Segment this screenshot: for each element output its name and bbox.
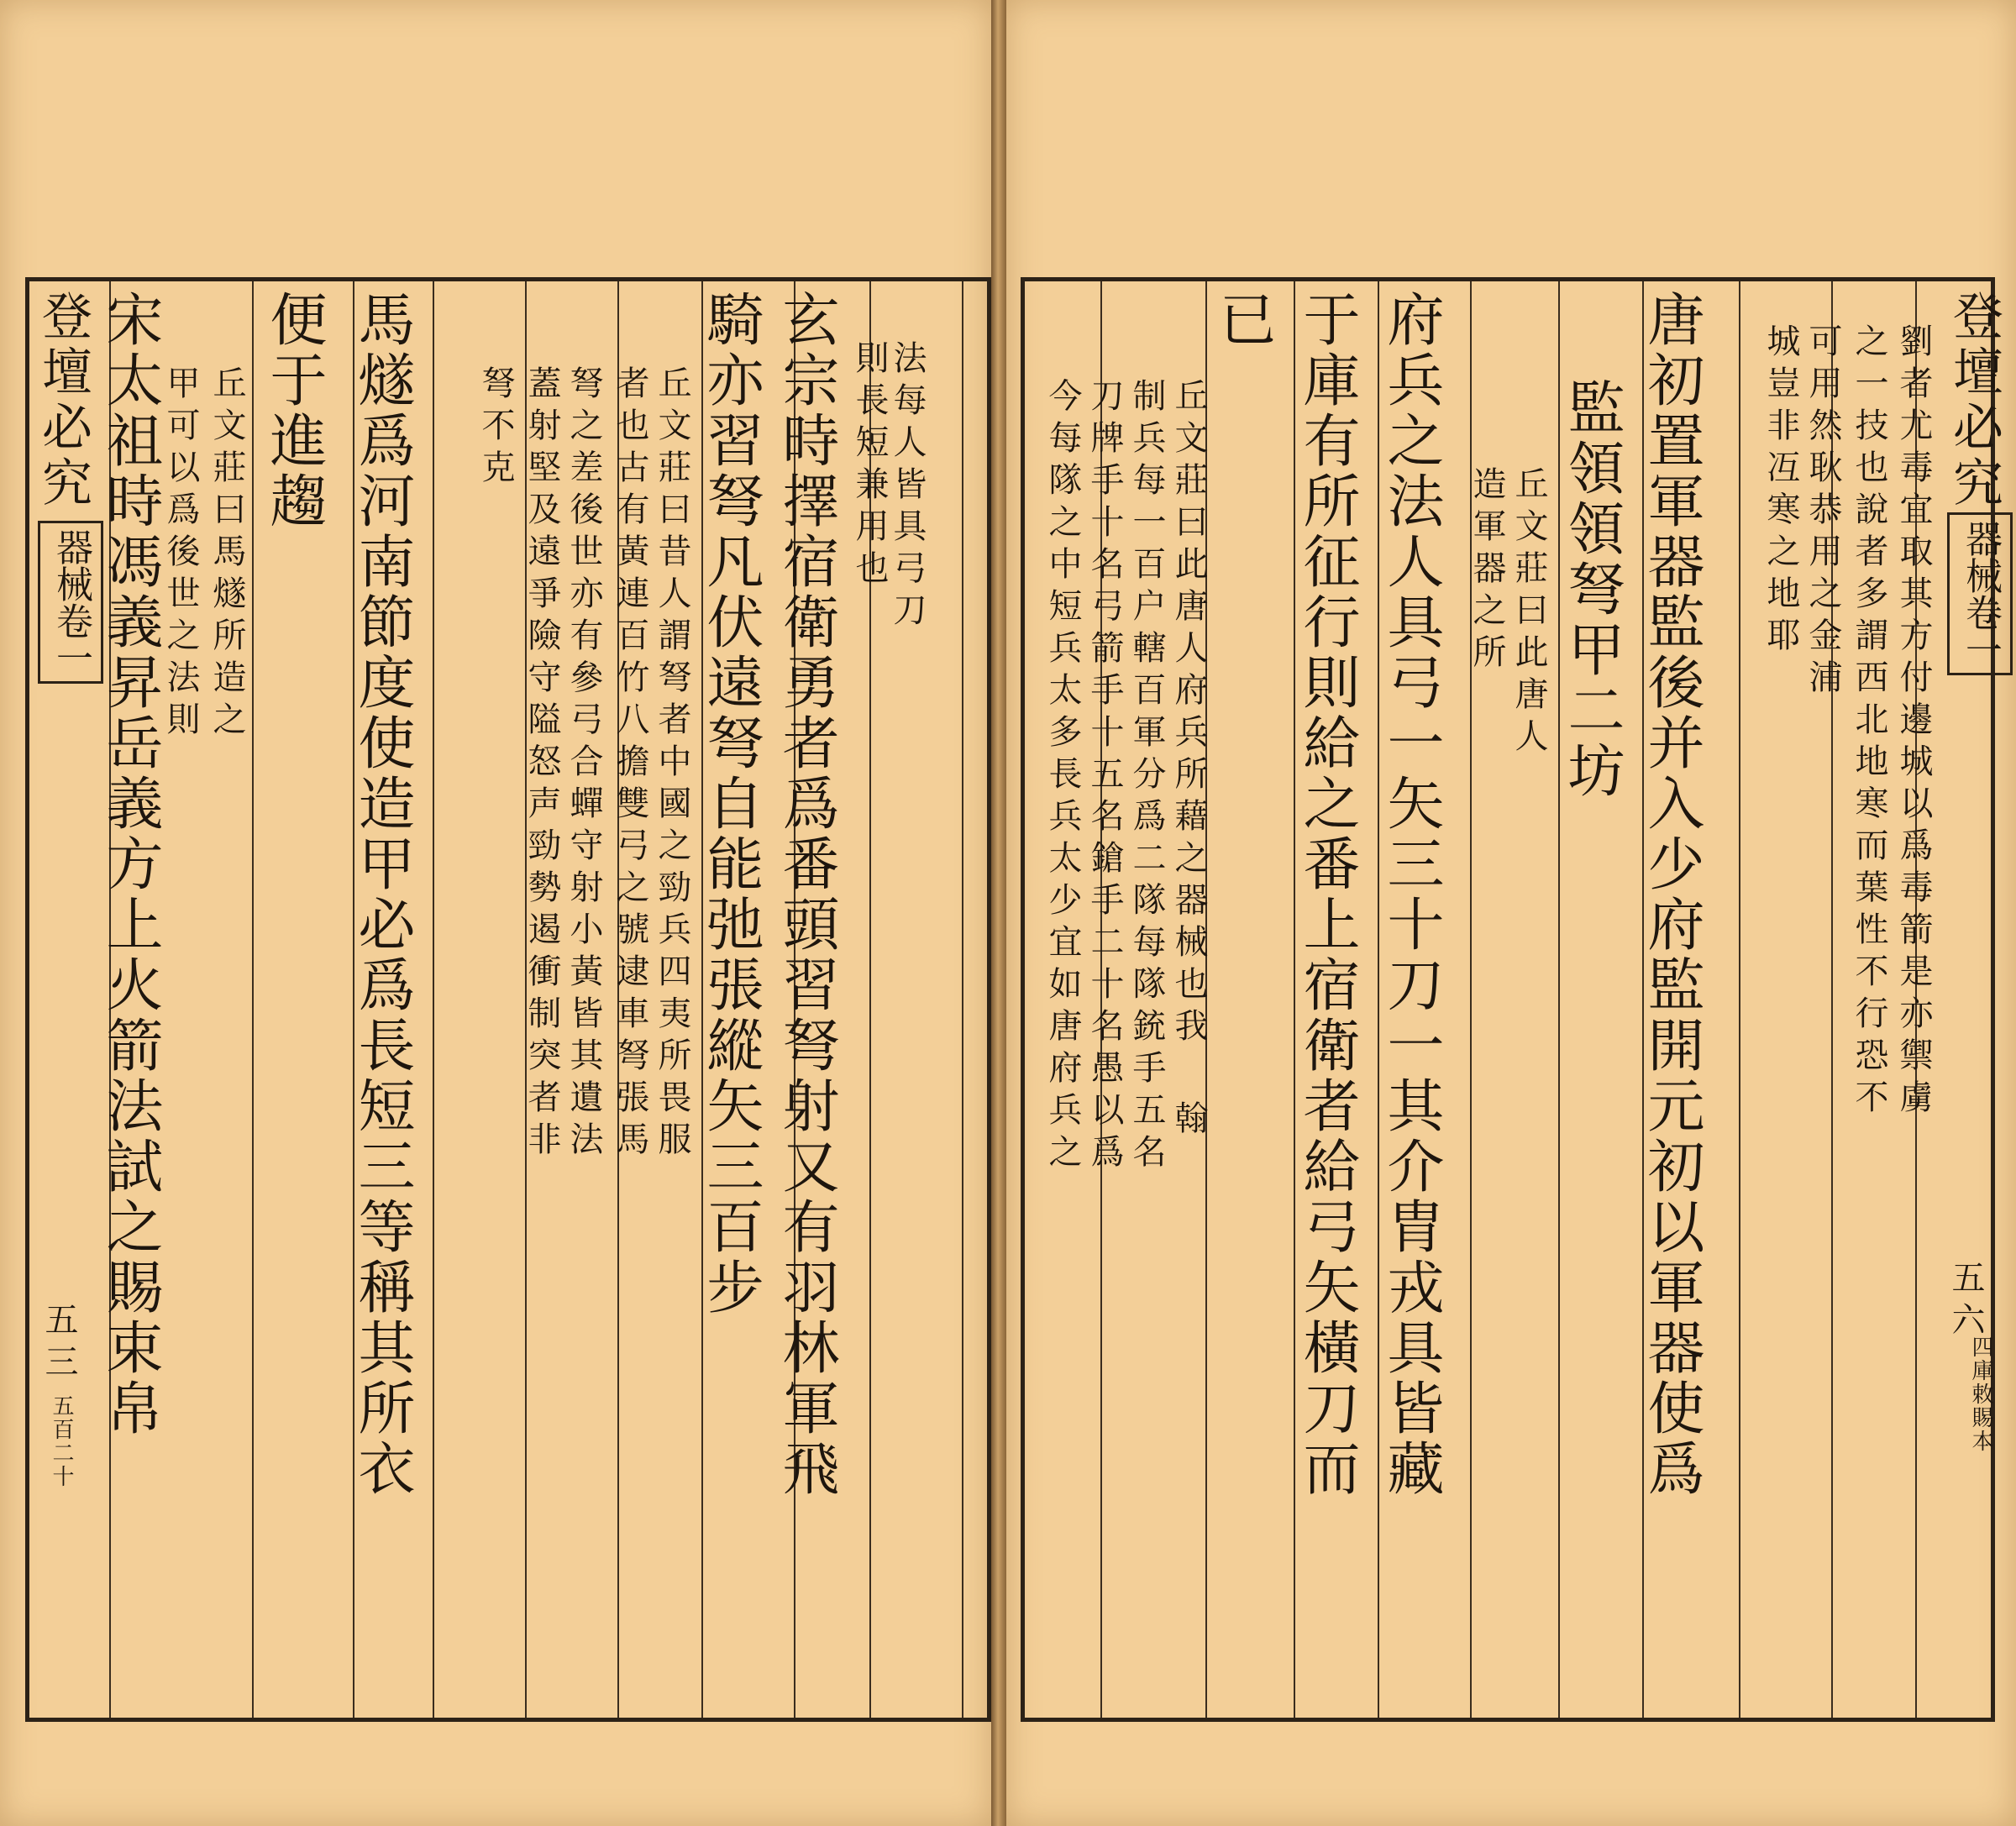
text-column: 可用然耿恭用之金浦 bbox=[1803, 323, 1842, 701]
text-column: 城豈非冱寒之地耶 bbox=[1761, 323, 1800, 659]
text-column: 唐初置軍器監後并入少府監開元初以軍器使爲 bbox=[1638, 290, 1704, 1499]
text-column: 丘文莊曰馬燧所造之 bbox=[207, 365, 246, 743]
left-header-leaf: 五三 bbox=[39, 1302, 78, 1386]
right-header-title: 登壇必究 bbox=[1945, 290, 2003, 512]
text-column: 丘文莊曰此唐人 bbox=[1509, 466, 1548, 760]
text-column: 則長短兼用也 bbox=[850, 340, 889, 592]
text-column: 之一技也說者多謂西北地寒而葉性不行恐不 bbox=[1850, 323, 1888, 1121]
text-column: 劉者尤毒宜取其方付邊城以爲毒箭是亦禦虜 bbox=[1894, 323, 1933, 1121]
frame-rule bbox=[1739, 281, 1740, 1718]
right-header-leaf: 五六 bbox=[1946, 1260, 1985, 1344]
frame-rule bbox=[252, 281, 254, 1718]
right-page-frame bbox=[1021, 277, 1995, 1722]
text-column: 法每人皆具弓刀 bbox=[888, 340, 927, 634]
left-header-note: 五百二十 bbox=[49, 1394, 74, 1488]
left-header-section: 器械卷一 bbox=[38, 521, 103, 684]
text-column: 于庫有所征行則給之番上宿衛者給弓矢橫刀而 bbox=[1294, 290, 1360, 1499]
text-column: 甲可以爲後世之法則 bbox=[161, 365, 200, 743]
text-column: 監領領弩甲二坊 bbox=[1558, 378, 1625, 801]
text-column: 弩不克 bbox=[476, 365, 515, 491]
book-gutter bbox=[991, 0, 1006, 1826]
right-header-note: 四庫敕賜本 bbox=[1968, 1335, 1993, 1453]
left-header-title: 登壇必究 bbox=[34, 290, 92, 512]
text-column: 府兵之法人具弓一矢三十刀一其介胄戎具皆藏 bbox=[1378, 290, 1444, 1499]
frame-rule bbox=[433, 281, 434, 1718]
text-column: 已 bbox=[1210, 290, 1276, 350]
text-column: 刀牌手十名弓箭手十五名鎗手二十名愚以爲 bbox=[1085, 378, 1124, 1176]
text-column: 馬燧爲河南節度使造甲必爲長短三等稱其所衣 bbox=[349, 290, 415, 1499]
text-column: 便于進趨 bbox=[260, 290, 327, 532]
text-column: 丘文莊曰此唐人府兵所藉之器械也我 bbox=[1169, 378, 1208, 1050]
text-column: 制兵每一百户轄百軍分爲二隊每隊銃手五名 bbox=[1127, 378, 1166, 1176]
frame-rule bbox=[962, 281, 963, 1718]
text-column: 者也古有黃連百竹八擔雙弓之號逮車弩張馬 bbox=[611, 365, 649, 1163]
text-column: 蓋射堅及遠爭險守隘怒声勁勢遏衝制突者非 bbox=[522, 365, 561, 1163]
text-column: 騎亦習弩凡伏遠弩自能弛張縱矢三百步 bbox=[697, 290, 764, 1318]
text-column: 翰 bbox=[1169, 1100, 1208, 1142]
text-column: 丘文莊曰昔人謂弩者中國之勁兵四夷所畏服 bbox=[653, 365, 691, 1163]
text-column: 造軍器之所 bbox=[1467, 466, 1506, 676]
text-column: 玄宗時擇宿衛勇者爲番頭習弩射又有羽林軍飛 bbox=[773, 290, 839, 1499]
text-column: 弩之差後世亦有參弓合蟬守射小黃皆其遺法 bbox=[564, 365, 603, 1163]
right-header-section: 器械卷一 bbox=[1947, 512, 2013, 675]
text-column: 今每隊之中短兵太多長兵太少宜如唐府兵之 bbox=[1043, 378, 1082, 1176]
text-column: 宋太祖時馮義昇岳義方上火箭法試之賜束帛 bbox=[97, 290, 163, 1439]
